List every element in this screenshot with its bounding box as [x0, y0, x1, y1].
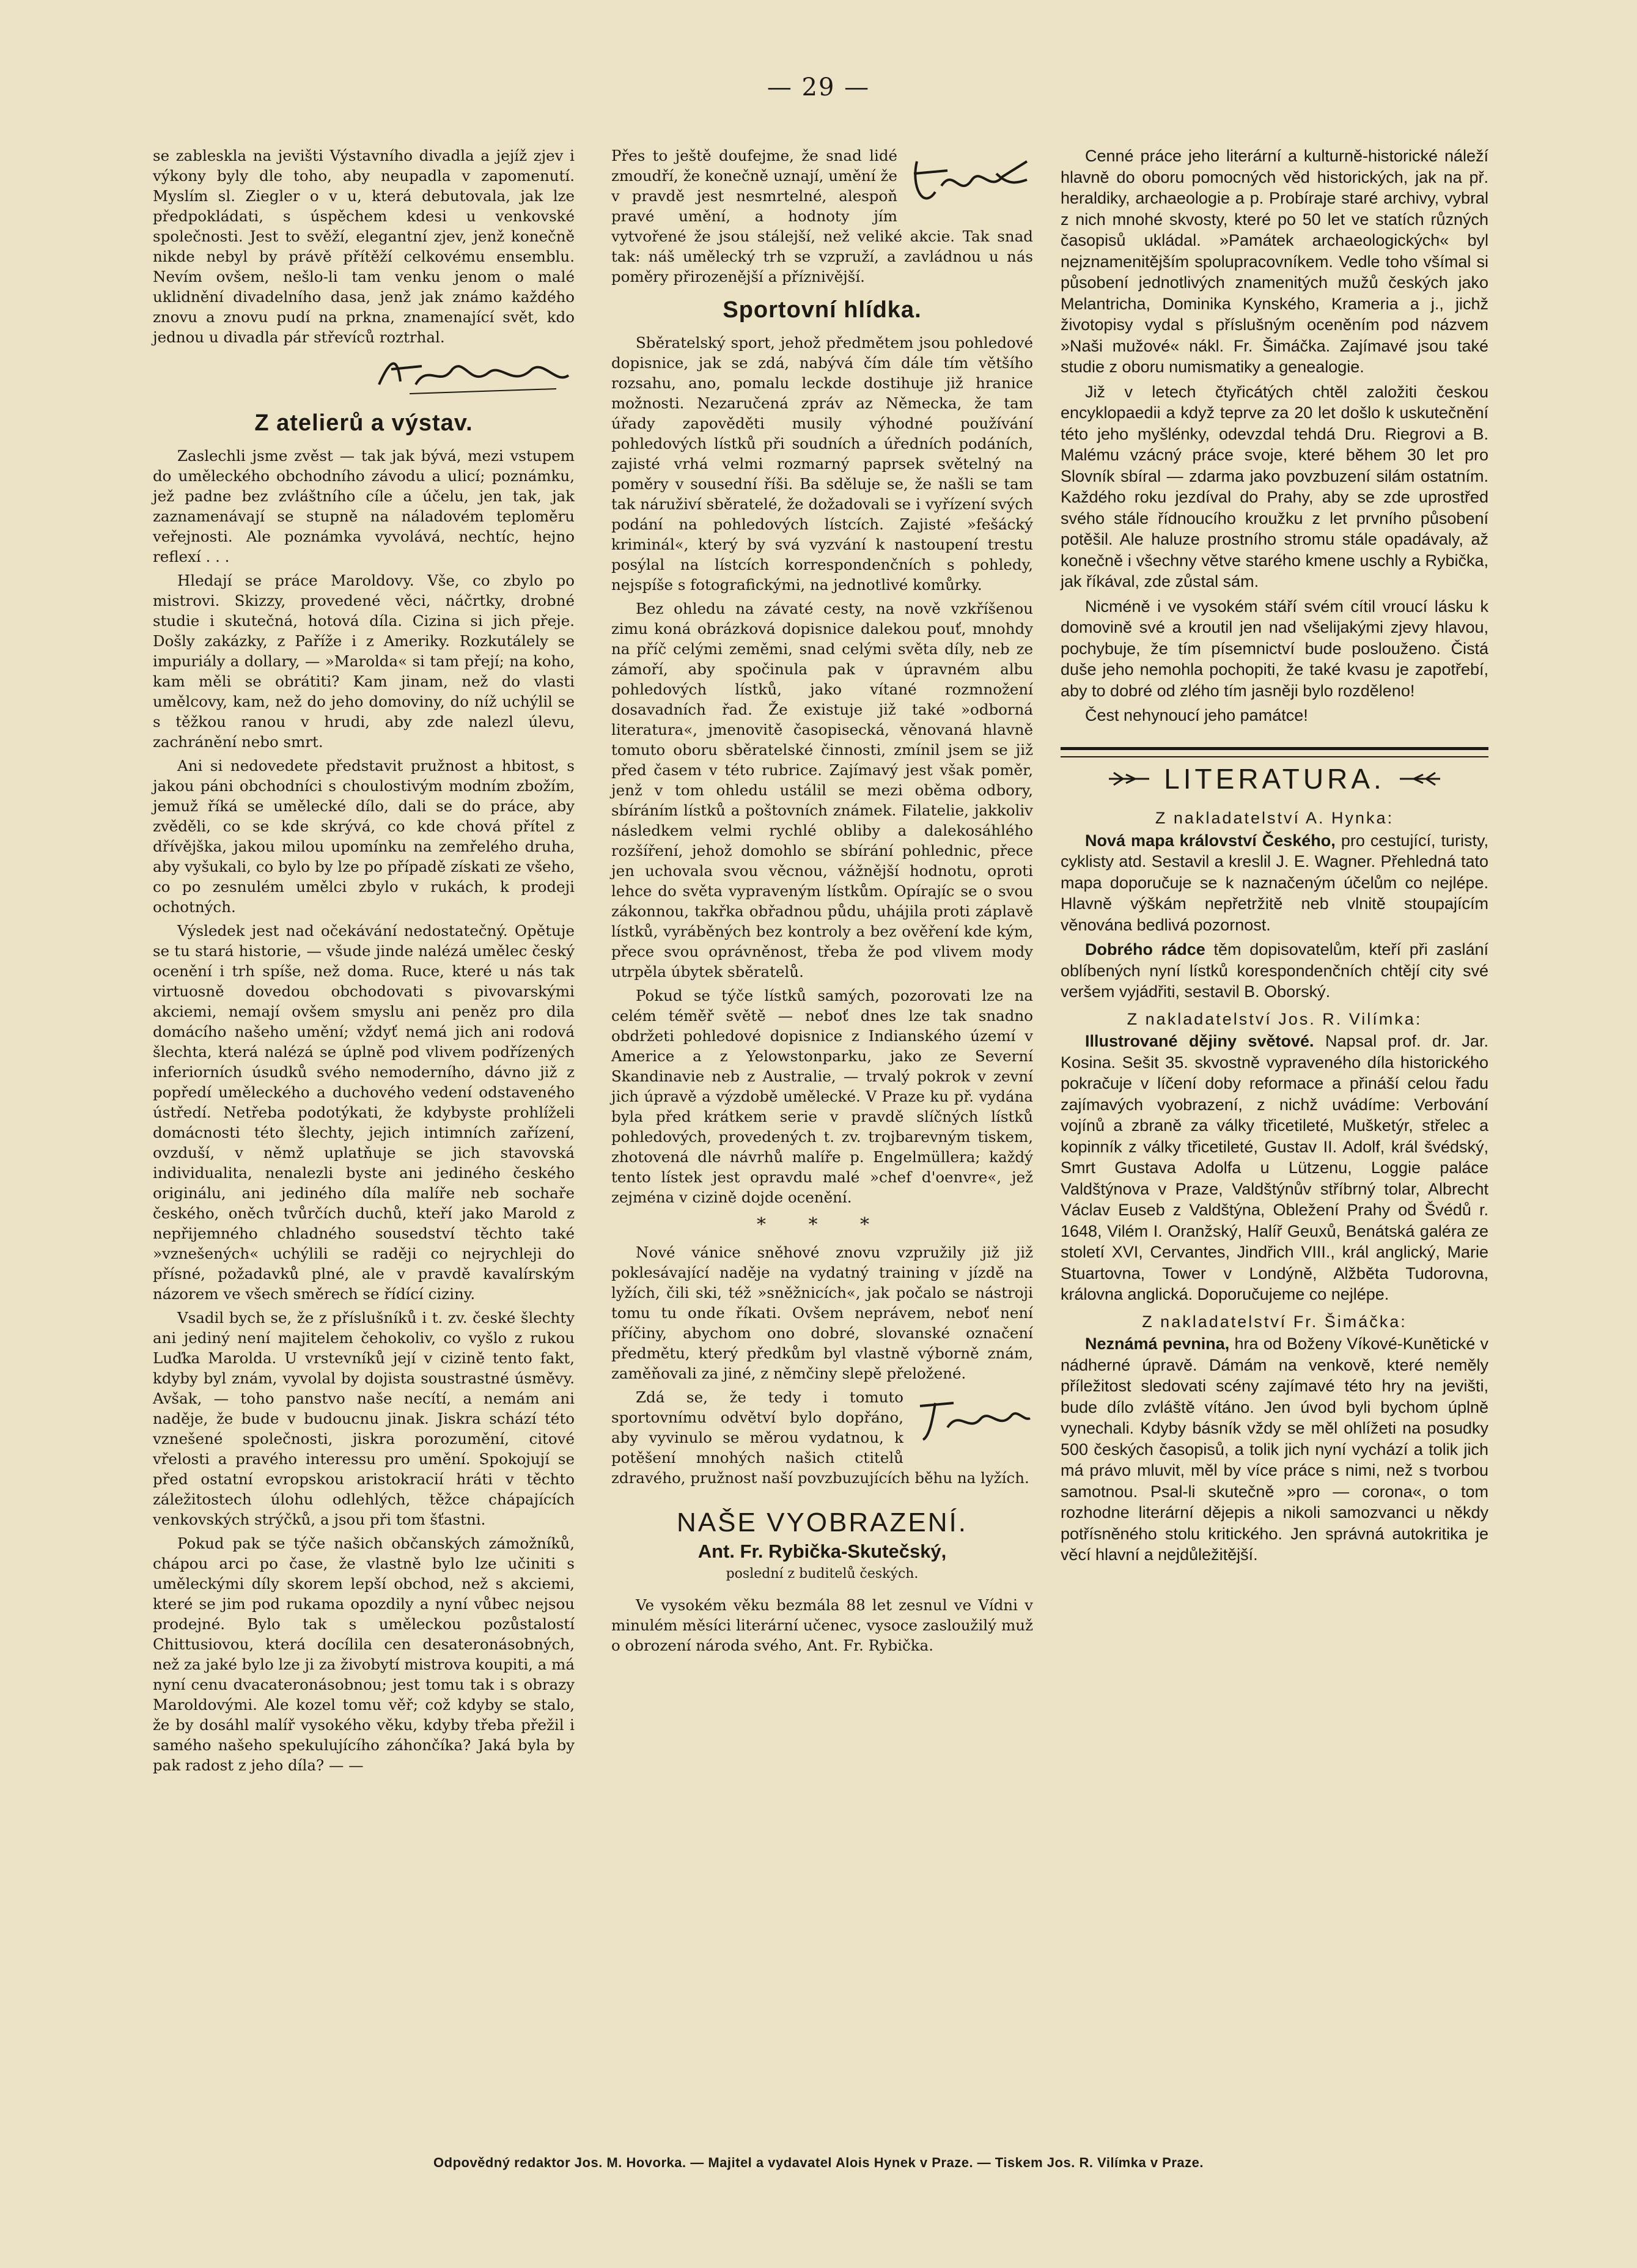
- signature-image: [905, 149, 1033, 216]
- paragraph: Nicméně i ve vysokém stáří svém cítil vroucí lásku k domovině své a kroutil jen nad všelijakými zjevy hlavou, pochybuje, že tím písemnictví bude poslouženo. Čistá duše jeho nemohla pochopiti, že také kvasu je zapotřebí, aby to dobré od zlého tím jasněji bylo rozděleno!: [1061, 597, 1488, 700]
- section-heading: NAŠE VYOBRAZENÍ.: [677, 1508, 968, 1537]
- book-title: Nová mapa království Českého,: [1085, 831, 1336, 850]
- paragraph: se zableskla na jevišti Výstavního divadla a jejíž zjev i výkony byly dle toho, aby neupadla v zapomenutí. Myslím sl. Ziegler o v u, která debutovala, jak lze předpokládati, s úspěchem kdesi u venkovské společnosti. Jest to svěží, elegantní zjev, jenž konečně nikde nebyl by právě přítěží celkovému ensemblu. Nevím ovšem, nešlo-li tam venku jenom o malé uklidnění divadelního dasa, jenž jak známo každého znovu a znovu pudí na prkna, znamenající svět, kdo jednou u divadla pár střevíců roztrhal.: [153, 147, 575, 346]
- paragraph: Přes to ještě doufejme, že snad lidé zmoudří, že konečně uznají, umění že v pravdě jest nesmrtelné, alespoň pravé umění, a hodnoty jím vytvořené že jsou stálejší, než veliké akcie. Tak snad tak: náš umělecký trh se vzpruží, a zavládnou u nás poměry přirozenější a příznivější.: [611, 147, 1033, 285]
- book-description: Napsal prof. dr. Jar. Kosina. Sešit 35. skvostně vypraveného díla historického pokračuje v líčení doby reformace a přináší celou řadu zajímavých vyobrazení, z nichž uvádíme: Verbování vojínů a zbraně za války třicetileté, Mušketýr, střelec a kopinník z války třicetileté, Gustav II. Adolf, král švédský, Smrt Gustava Adolfa u Lützenu, Loggie paláce Valdštýnova v Praze, Valdštýnův stříbrný tolar, Albrecht Václav Euseb z Valdštýna, Obležení Prahy od Švédů r. 1648, Vilém I. Oranžský, Halíř Geuxů, Benátská galéra ze století XVI, Cervantes, Jindřich VIII., král anglický, Marie Stuartovna, Tower v Londýně, Alžběta Tudorovna, královna anglická. Doporučujeme co nejlépe.: [1061, 1032, 1488, 1303]
- article-subtitle: poslední z buditelů českých.: [726, 1566, 919, 1581]
- column-right: [1061, 145, 1488, 1569]
- footer-imprint: Odpovědný redaktor Jos. M. Hovorka. — Majitel a vydavatel Alois Hynek v Praze. — Tiskem Jos. R. Vilímka v Praze.: [433, 2155, 1204, 2170]
- book-title: Dobrého rádce: [1085, 940, 1205, 959]
- literature-heading: [1061, 762, 1488, 795]
- paragraph: Pokud pak se týče našich občanských zámožníků, chápou arci po čase, že vlastně bylo lze učiniti s uměleckými díly skorem lepší obchod, než s akciemi, které se jim pod rukama opozdily a nyní vůbec nejsou prodejné. Bylo tak s uměleckou pozůstalostí Chittusiovou, která docílila cen desateronásobných, než za jaké bylo lze ji za živobytí mistrova koupiti, a má nyní cenu dvacateronásobnou; jest tomu tak i s obrazy Maroldovými. Ale kozel tomu věř; což kdyby se stalo, že by dosáhl malíř vysokého věku, kdyby třeba přežil i samého našeho spekulujícího záhončíka? Jaká byla by pak radost z jeho díla? — —: [153, 1534, 575, 1774]
- book-title: Illustrované dějiny světové.: [1085, 1032, 1314, 1050]
- publisher-heading: Z nakladatelství Jos. R. Vilímka:: [1127, 1009, 1422, 1028]
- book-description: hra od Boženy Víkové-Kunětické v nádherné úpravě. Dámám na venkově, které neměly příležitost sledovati scény zajímavé této hry na jevišti, bude dílo zvláště vítáno. Jen úvod byli bychom úplně vynechali. Kdyby básník vždy se měl ohlížeti na posudky 500 českých časopisů, a tolik jich nyní vychází a tolik jich má právo mluvit, měl by více práce s nimi, než s tvorbou samotnou. Psal-li skutečně »pro — corona«, o tom rozhodne literární dějepis a nikoli samozvanci u někdy potřísněného stolu kritického. Jen správná autokritika je věcí hlavní a nejdůležitější.: [1061, 1335, 1488, 1564]
- ornament-left-icon: [1108, 770, 1150, 788]
- column-left: [153, 145, 575, 1779]
- paragraph: Bez ohledu na závaté cesty, na nově vzkříšenou zimu koná obrázková dopisnice dalekou pouť, mnohdy na příč celými zeměmi, snad celými světa díly, neb ze zámoří, aby spočinula pak v úpravném albu pohledových lístků, jako vítané rozmnožení dosavadních řad. Že existuje již také »odborná literatura«, jmenovitě časopisecká, věnovaná hlavně tomuto oboru sběratelské činnosti, zmínil jsem se již před časem v této rubrice. Zajímavý jest však poměr, jenž v tom ohledu ustálil se mezi oběma odbory, sbíráním lístků a poštovních známek. Filatelie, jakkoliv následkem velmi rychlé obliby a dalekosáhlého rozšíření, jehož domohlo se sbírání pohlednic, přece jen uchovala svou věcnou, vážnější hodnotu, oproti lehce do světa vypraveným lístkům. Opírajíc se o svou zákonnou, takřka obřadnou půdu, uhájila proti záplavě lístků, vyráběných bez kontroly a bez ověření kde kým, přece svou oprávněnost, třeba že pod vlivem mody utrpěla úbytek sběratelů.: [611, 600, 1033, 981]
- paragraph: Vsadil bych se, že z příslušníků i t. zv. české šlechty ani jediný není majitelem čehokoliv, co vyšlo z rukou Luďka Marolda. U vrstevníků její v cizině tento fakt, kdyby byl znám, vyvolal by dojista soustrastné úsměvy. Avšak, — toho panstvo naše necítí, a nemám ani naděje, že bude v budoucnu jinak. Jiskra schází této vznešené společnosti, jiskra porozumění, citové vřelosti a pravého interessu pro umění. Spokojují se před ostatní evropskou aristokracií hráti v těchto záležitostech úlohu odlehlých, těžce chápajících venkovských strýčků, a jsou při tom šťastni.: [153, 1309, 575, 1528]
- signature-image: [911, 1391, 1033, 1446]
- paragraph: Nové vánice sněhové znovu vzpružily již již poklesávající naděje na vydatný training v jízdě na lyžích, čili ski, též »sněžnicích«, jak počalo se nástroji tomu tu onde říkati. Ovšem neprávem, neboť není příčiny, abychom ono dobré, slovanské označení předmětu, který předkům byl vlastně výborně znám, zaměňovali za jiné, z němčiny slepě přeložené.: [611, 1243, 1033, 1382]
- paragraph: Hledají se práce Maroldovy. Vše, co zbylo po mistrovi. Skizzy, provedené věci, náčrtky, drobné studie i skutečná, hotová díla. Cizina si jich přeje. Došly zakázky, z Paříže i z Ameriky. Rozkutálely se impuriály a dollary, — »Marolda« si tam přejí; na koho, kam měli se obrátiti? Kam jinam, než do vlasti umělcovy, kam, než do jeho domoviny, do níž uchýlil se s těžkou ranou v hrudi, aby zde nalezl úlevu, zachránění nebo smrt.: [153, 572, 575, 751]
- paragraph: Sběratelský sport, jehož předmětem jsou pohledové dopisnice, jak se zdá, nabývá čím dále tím většího rozsahu, ano, pomalu leckde dostihuje již hranice možnosti. Nezaručená zpráv az Německa, že tam úřady zapověděti musily výhodné používání pohledových lístků při soudních a úředních podáních, zajisté vrhá velmi rozmarný paprsek světelný na poměry v sousední říši. Ba sděluje se, že našli se tam tak náruživí sběratelé, že dožadovali se i vyřízení svých podání na pohledových lístcích. Zajisté »fešácký kriminál«, který by svá vyzvání k nastoupení trestu posýlal na lístcích korrespondenčních s pohledy, nejspíše s fotografickými, na jednotlivé komůrky.: [611, 334, 1033, 594]
- paragraph: Cenné práce jeho literární a kulturně-historické náleží hlavně do oboru pomocných věd historických, jak na př. heraldiky, archaeologie a p. Probíraje staré archivy, vybral z nich mnohé skvosty, které po 50 let ve statích různých časopisů ukládal. »Památek archaeologických« byl nejznamenitějším spolupracovníkem. Vedle toho všímal si působení jednotlivých znamenitých mužů českých jako Melantricha, Dominika Kynského, Krameria a j., jichž životopisy vydal s příslušným oceněním pod názvem »Naši mužové« nákl. Fr. Šimáčka. Zajímavé jsou také studie z oboru numismatiky a genealogie.: [1061, 147, 1488, 376]
- book-description: těm dopisovatelům, kteří při zaslání oblíbených nyní lístků korespondenčních chtějí city své veršem vyjádřiti, sestavil B. Oborský.: [1061, 940, 1489, 1001]
- ornament-right-icon: [1399, 770, 1441, 788]
- paragraph: Čest nehynoucí jeho památce!: [1085, 706, 1308, 724]
- section-heading: Z atelierů a výstav.: [254, 410, 473, 436]
- page-number: — 29 —: [767, 73, 870, 101]
- section-heading: Sportovní hlídka.: [723, 297, 922, 323]
- paragraph: Zaslechli jsme zvěst — tak jak bývá, mezi vstupem do uměleckého obchodního závodu a ulicí; poznámku, jež padne bez zvláštního cíle a účelu, jen tak, jak zaznamenávají se stupně na náladovém teploměru veřejnosti. Ale poznámka vyvolává, nechtíc, hejno reflexí . . .: [153, 447, 575, 565]
- book-title: Neznámá pevnina,: [1085, 1335, 1230, 1353]
- separator-asterisks: * * *: [756, 1214, 888, 1235]
- signature-image: [373, 351, 575, 400]
- publisher-heading: Z nakladatelství A. Hynka:: [1155, 809, 1394, 827]
- paragraph: Zdá se, že tedy i tomuto sportovnímu odvětví bylo dopřáno, aby vyvinulo se měrou vydatnou, k potěšení mnohých našich ctitelů zdravého, pružnost naší povzbuzujících běhu na lyžích.: [611, 1388, 1029, 1487]
- paragraph: Ve vysokém věku bezmála 88 let zesnul ve Vídni v minulém měsíci literární učenec, vysoce zasloužilý muž o obrození národa svého, Ant. Fr. Rybička.: [611, 1596, 1033, 1654]
- paragraph: Pokud se týče lístků samých, pozorovati lze na celém téměř světě — neboť dnes lze tak snadno obdržeti pohledové dopisnice z Indianského území v Americe a z Yelowstonparku, jako ze Severní Skandinavie neb z Australie, — trvalý pokrok v zevní jich úpravě a výzdobě umělecké. V Praze ku př. vydána byla před krátkem serie v pravdě slíčných lístků pohledových, provedených t. zv. trojbarevným tiskem, zhotovená dle návrhů malíře p. Engelmüllera; každý tento lístek jest opravdu malé »chef d'oenvre«, jež zejména v cizině dojde ocenění.: [611, 987, 1033, 1206]
- publisher-heading: Z nakladatelství Fr. Šimáčka:: [1142, 1312, 1407, 1331]
- paragraph: Výsledek jest nad očekávání nedostatečný. Opětuje se tu stará historie, — všude jinde nalézá umělec český ocenění i trh spíše, než doma. Ruce, které u nás tak virtuosně dovedou obchodovati s pivovarskými akciemi, nemají ovšem smyslu ani peněz pro dila domácího našeho umění; vždyť nemá jich ani rodová šlechta, která nalézá se úplně pod vlivem podřízených inferiorních úsudků svého nemoderního, dávno již z popředí uměleckého a duchového vedení odstaveného ústředí. Netřeba podotýkati, že kdybyste prohlíželi domácnosti této šlechty, jejich intimních zařízení, ovzduší, v němž uplatňuje se jich stavovská individualita, nenalezli byste ani jediného českého originálu, ani jediného díla malíře neb sochaře českého, oněch tvůrčích duchů, kteří jako Marold z nepřijemného chladného sousedství těchto také »vznešených« uchýlili se raději co nejrychleji do přísné, požadavků plné, ale v pravdě kavalírským názorem ve všech směrech se řídící ciziny.: [153, 922, 575, 1303]
- divider-rule: [1061, 756, 1488, 757]
- paragraph: Ani si nedovedete představit pružnost a hbitost, s jakou páni obchodníci s choulostivým modním zbožím, jemuž říká se umělecké dílo, dali se do práce, aby zvěděli, co se kde skrývá, co kde chová přítel z dřívějška, jakou milou upomínku na zemřelého druha, aby vyšukali, co bylo by lze po případě získati ze všeho, co po zesnulém umělci zbylo v rukách, k prodeji ochotných.: [153, 757, 575, 916]
- divider-rule: [1061, 747, 1488, 750]
- column-middle: [611, 145, 1033, 1659]
- article-title: Ant. Fr. Rybička-Skutečský,: [697, 1541, 947, 1562]
- literature-title: LITERATURA.: [1164, 762, 1385, 795]
- paragraph: Již v letech čtyřicátých chtěl založiti českou encyklopaedii a když teprve za 20 let došlo k uskutečnění této jeho myšlénky, odevzdal tehdá Dru. Riegrovi a B. Malému vzácný práce svoje, které během 30 let pro Slovník sbíral — zdarma jako povzbuzení silám ostatním. Každého roku jezdíval do Prahy, aby se zde uprostřed svého stále řídnoucího kroužku z let prvního působení potěšil. Ale haluze prostního stromu stále opadávaly, až konečně i všechny větve starého kmene uschly a Rybička, jak říkával, zde zůstal sám.: [1061, 382, 1488, 591]
- book-description: pro cestující, turisty, cyklisty atd. Sestavil a kreslil J. E. Wagner. Přehledná tato mapa doporučuje se k naznačeným účelům co nejlépe. Hlavně výškám nepřetržitě neb vlnitě stoupajícím věnována bedlivá pozornost.: [1061, 831, 1488, 934]
